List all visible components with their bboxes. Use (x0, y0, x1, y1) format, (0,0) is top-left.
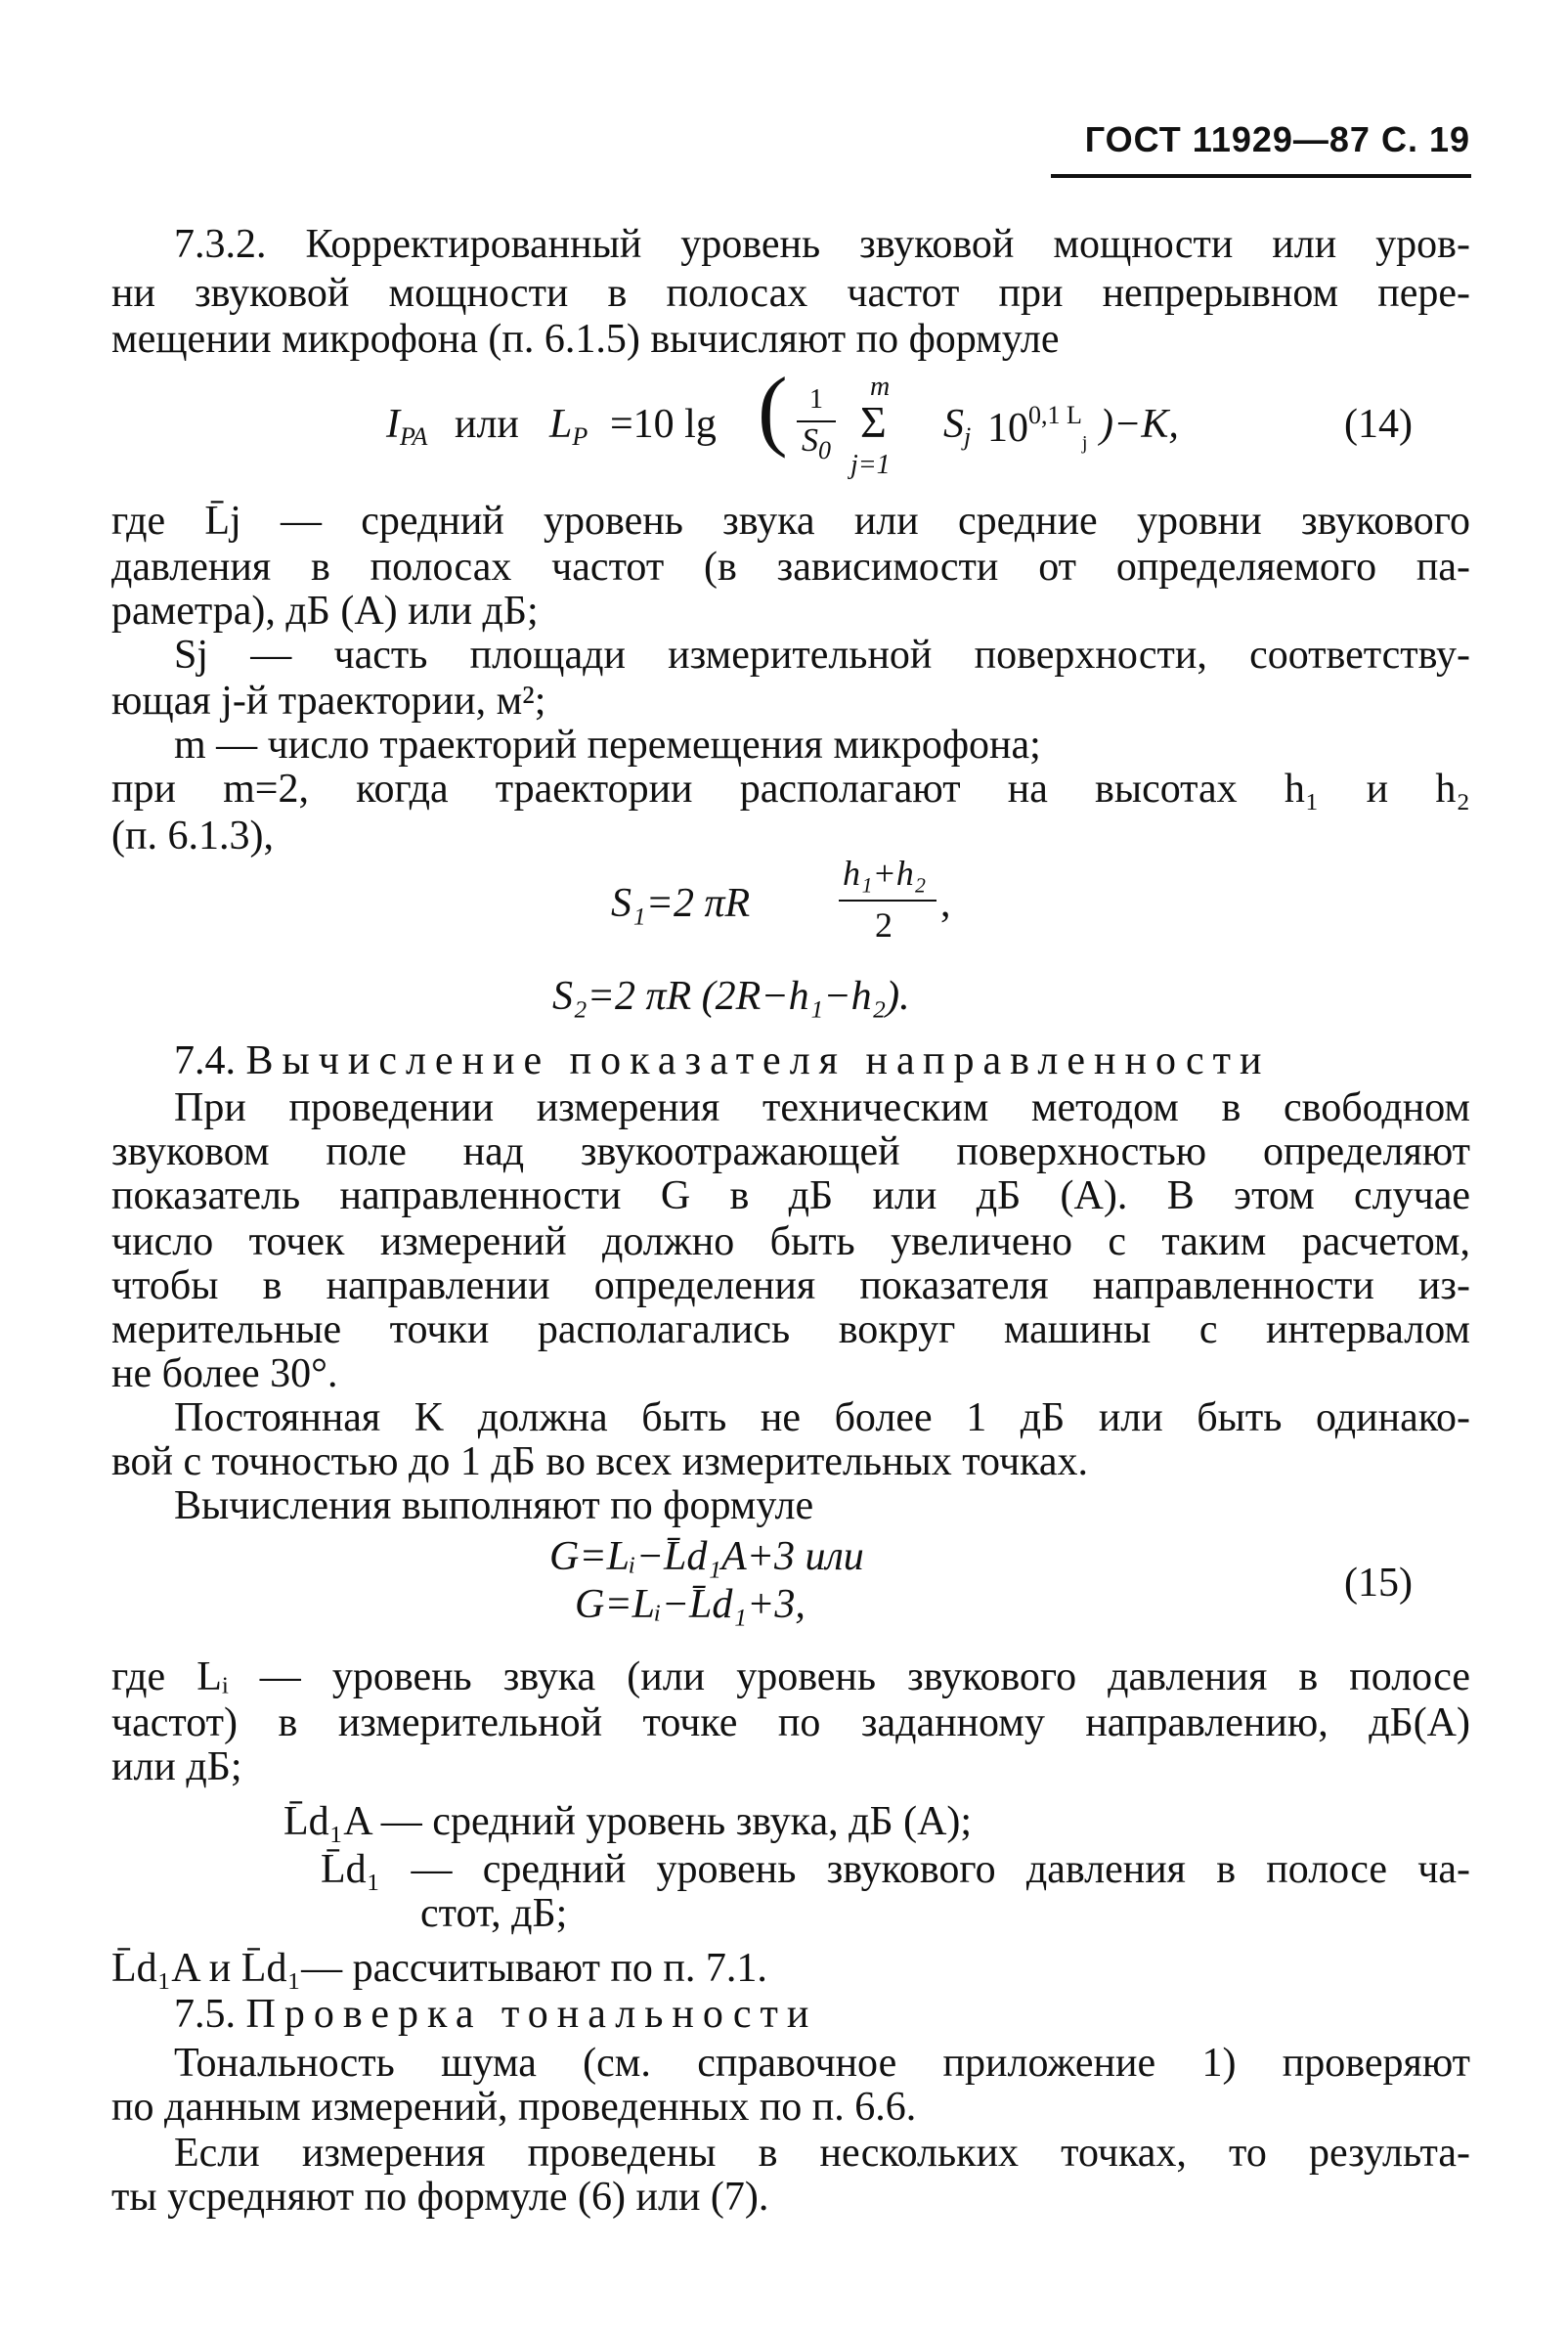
header-rule (1051, 174, 1471, 178)
paragraph-line: ты усредняют по формуле (6) или (7). (111, 2175, 769, 2220)
s1-denominator: 2 (875, 905, 893, 945)
section-heading: 7.5. Проверка тональности (174, 1992, 818, 2037)
paragraph-line: L̄d₁A — средний уровень звука, дБ (A); (283, 1799, 973, 1844)
paragraph-line: мерительные точки располагались вокруг машины с интервалом (111, 1307, 1470, 1352)
paragraph-line: звуковом поле над звукоотражающей поверхностью определяют (111, 1129, 1470, 1174)
paragraph-line: Если измерения проведены в нескольких точках, то результа- (174, 2131, 1470, 2176)
paragraph-line: чтобы в направлении определения показателя направленности из- (111, 1263, 1470, 1308)
paragraph-line: где Lᵢ — уровень звука (или уровень звукового давления в полосе (111, 1654, 1470, 1699)
section-heading: 7.4. Вычисление показателя направленности (174, 1038, 1271, 1083)
paragraph-line: стот, дБ; (420, 1891, 568, 1936)
paragraph-line: L̄d₁A и L̄d₁— рассчитывают по п. 7.1. (111, 1946, 767, 1991)
page-header: ГОСТ 11929—87 С. 19 (1084, 119, 1470, 159)
paragraph-line: Тональность шума (см. справочное приложение 1) проверяют (174, 2041, 1470, 2086)
paragraph-line: m — число траекторий перемещения микрофона; (174, 723, 1041, 768)
formula-s0: $S_0$ (802, 422, 831, 464)
paragraph-line: вой с точностью до 1 дБ во всех измерительных точках. (111, 1439, 1088, 1484)
formula-or: или (455, 402, 519, 447)
sum-top: m (870, 372, 891, 402)
formula-minus-k: )−K, (1100, 402, 1179, 447)
formula-sj: $S_j$ (943, 402, 972, 451)
s1-end: , (940, 881, 951, 926)
fraction-bar (839, 900, 936, 902)
formula-15-line2: G=Lᵢ−L̄d₁+3, (575, 1582, 806, 1627)
paragraph-line: частот) в измерительной точке по заданному направлению, дБ(A) (111, 1700, 1470, 1745)
paragraph-line: (п. 6.1.3), (111, 814, 274, 859)
paragraph-line: Вычисления выполняют по формуле (174, 1483, 814, 1528)
paragraph-line: мещении микрофона (п. 6.1.5) вычисляют по формуле (111, 317, 1060, 362)
paragraph-line: число точек измерений должно быть увеличено с таким расчетом, (111, 1219, 1470, 1264)
formula-lp: $L_P$ (549, 402, 588, 451)
paragraph-line: при m=2, когда траектории располагают на высотах h₁ и h₂ (111, 767, 1470, 812)
paragraph-line: ни звуковой мощности в полосах частот при непрерывном пере- (111, 271, 1470, 316)
paragraph-line: или дБ; (111, 1744, 242, 1789)
paragraph-line: не более 30°. (111, 1351, 338, 1396)
sum-bottom: j=1 (850, 450, 891, 480)
paragraph-line: раметра), дБ (A) или дБ; (111, 589, 539, 634)
formula-number: (15) (1344, 1561, 1413, 1606)
paragraph-line: показатель направленности G в дБ или дБ (A). В этом случае (111, 1173, 1470, 1218)
paragraph-line: При проведении измерения техническим методом в свободном (174, 1085, 1470, 1130)
formula-eq: =10 lg (610, 402, 717, 447)
formula-one: 1 (809, 384, 823, 415)
formula-number: (14) (1344, 402, 1413, 447)
formula-lhs: $I_{PA}$ (386, 402, 428, 451)
paragraph-line: давления в полосах частот (в зависимости от определяемого па- (111, 545, 1470, 590)
formula-15-line1: G=Lᵢ−L̄d₁A+3 или (549, 1534, 864, 1579)
paragraph-line: L̄d₁ — средний уровень звукового давления в полосе ча- (321, 1847, 1470, 1892)
s1-lhs: S₁=2 πR (611, 881, 751, 926)
s1-numerator: h₁+h₂ (843, 854, 927, 893)
formula-paren-left: ( (758, 359, 788, 459)
sum-symbol: Σ (860, 397, 887, 447)
paragraph-line: ющая j-й траектории, м²; (111, 679, 546, 724)
s2-formula: S₂=2 πR (2R−h₁−h₂). (552, 974, 910, 1019)
paragraph-line: Постоянная K должна быть не более 1 дБ или быть одинако- (174, 1395, 1470, 1440)
paragraph-line: по данным измерений, проведенных по п. 6.6. (111, 2085, 917, 2130)
paragraph-line: где L̄j — средний уровень звука или средние уровни звукового (111, 499, 1470, 544)
formula-power: $10^{0,1 L}_j$ (987, 401, 1088, 454)
paragraph-line: 7.3.2. Корректированный уровень звуковой мощности или уров- (174, 222, 1470, 267)
paragraph-line: Sj — часть площади измерительной поверхности, соответству- (174, 633, 1470, 678)
